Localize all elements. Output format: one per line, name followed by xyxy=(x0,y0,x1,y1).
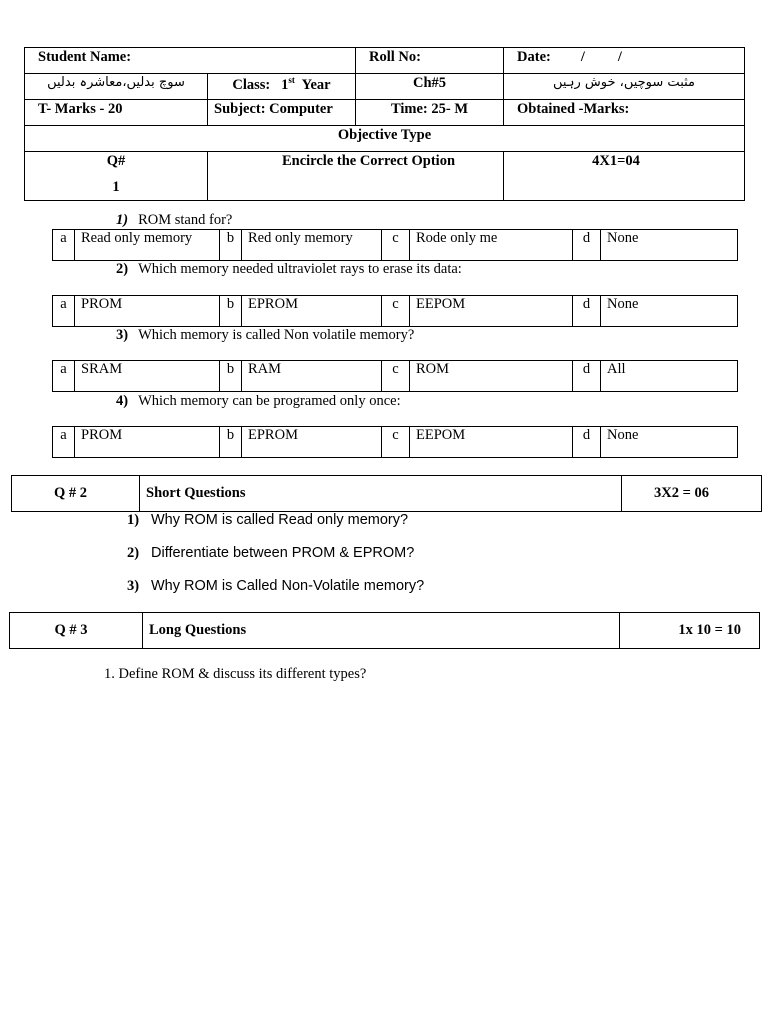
question-number-cell xyxy=(25,152,208,201)
mcq-number: 1) xyxy=(116,212,129,228)
option-letter: d xyxy=(573,296,601,327)
long-questions-header xyxy=(9,612,760,649)
mcq-options-table xyxy=(52,295,738,327)
q3-label: Q # 3 xyxy=(10,613,143,649)
mcq-number: 4) xyxy=(116,393,129,409)
q2-marks: 3X2 = 06 xyxy=(622,476,762,512)
option-letter: d xyxy=(573,230,601,261)
option-text[interactable]: None xyxy=(601,230,738,261)
short-question-item xyxy=(127,512,408,529)
option-text[interactable]: EEPOM xyxy=(410,427,573,458)
mcq-question xyxy=(116,261,462,278)
urdu-slogan-left: سوچ بدلیں،معاشرہ بدلیں xyxy=(25,74,208,100)
mcq-options-table xyxy=(52,360,738,392)
short-question-text: Why ROM is called Read only memory? xyxy=(151,512,409,528)
mcq-number: 2) xyxy=(116,261,129,277)
option-text[interactable]: SRAM xyxy=(75,361,220,392)
mcq-options-table xyxy=(52,426,738,458)
option-letter: c xyxy=(382,296,410,327)
paper-header-table xyxy=(24,47,745,201)
option-text[interactable]: RAM xyxy=(242,361,382,392)
option-text[interactable]: PROM xyxy=(75,296,220,327)
q3-marks: 1x 10 = 10 xyxy=(620,613,760,649)
class-year: Year xyxy=(301,76,331,93)
mcq-number: 3) xyxy=(116,327,129,343)
option-text[interactable]: EEPOM xyxy=(410,296,573,327)
mcq-question xyxy=(116,327,414,344)
chapter-cell: Ch#5 xyxy=(356,74,504,100)
option-letter: a xyxy=(53,296,75,327)
short-question-text: Why ROM is Called Non-Volatile memory? xyxy=(151,578,425,594)
q-hash-label: Q# xyxy=(106,153,126,169)
date-label: Date: xyxy=(517,49,551,65)
option-letter: b xyxy=(220,361,242,392)
instruction-cell: Encircle the Correct Option xyxy=(208,152,504,201)
q-number: 1 xyxy=(112,179,120,195)
urdu-slogan-right: مثبت سوچیں، خوش رہیں xyxy=(504,74,745,100)
total-marks-cell: T- Marks - 20 xyxy=(25,100,208,126)
short-question-item xyxy=(127,578,424,595)
date-separator: / xyxy=(617,49,622,65)
mcq-question xyxy=(116,212,232,229)
class-number: 1 xyxy=(281,76,289,93)
short-question-item xyxy=(127,545,414,562)
option-letter: b xyxy=(220,230,242,261)
class-cell xyxy=(208,74,356,100)
option-text[interactable]: EPROM xyxy=(242,427,382,458)
mcq-text: ROM stand for? xyxy=(138,212,233,228)
option-text[interactable]: ROM xyxy=(410,361,573,392)
option-text[interactable]: None xyxy=(601,296,738,327)
short-question-number: 2) xyxy=(127,545,140,561)
option-text[interactable]: None xyxy=(601,427,738,458)
date-separator: / xyxy=(580,49,585,65)
short-questions-header xyxy=(11,475,762,512)
short-question-text: Differentiate between PROM & EPROM? xyxy=(151,545,415,561)
option-text[interactable]: Read only memory xyxy=(75,230,220,261)
option-text[interactable]: Red only memory xyxy=(242,230,382,261)
roll-no-label: Roll No: xyxy=(369,49,421,65)
class-suffix: st xyxy=(288,75,295,85)
option-letter: b xyxy=(220,427,242,458)
mcq-text: Which memory needed ultraviolet rays to erase its data: xyxy=(138,261,462,277)
mcq-options-table xyxy=(52,229,738,261)
q2-label: Q # 2 xyxy=(12,476,140,512)
short-question-number: 3) xyxy=(127,578,140,594)
option-letter: c xyxy=(382,427,410,458)
date-cell xyxy=(504,48,745,74)
obtained-marks-cell: Obtained -Marks: xyxy=(504,100,745,126)
student-name-cell xyxy=(25,48,356,74)
option-text[interactable]: Rode only me xyxy=(410,230,573,261)
option-letter: c xyxy=(382,230,410,261)
mcq-text: Which memory can be programed only once: xyxy=(138,393,401,409)
long-question-item: 1. Define ROM & discuss its different types? xyxy=(104,666,367,682)
option-text[interactable]: PROM xyxy=(75,427,220,458)
option-letter: a xyxy=(53,427,75,458)
objective-type-heading: Objective Type xyxy=(25,126,745,152)
option-letter: d xyxy=(573,361,601,392)
marks-formula-cell: 4X1=04 xyxy=(504,152,745,201)
option-letter: d xyxy=(573,427,601,458)
subject-cell: Subject: Computer xyxy=(208,100,356,126)
time-cell: Time: 25- M xyxy=(356,100,504,126)
option-text[interactable]: EPROM xyxy=(242,296,382,327)
option-letter: a xyxy=(53,230,75,261)
roll-no-cell xyxy=(356,48,504,74)
student-name-label: Student Name: xyxy=(38,49,132,65)
option-letter: c xyxy=(382,361,410,392)
option-letter: a xyxy=(53,361,75,392)
class-label: Class: xyxy=(232,76,271,93)
short-question-number: 1) xyxy=(127,512,140,528)
mcq-question xyxy=(116,393,401,410)
q2-title: Short Questions xyxy=(140,476,622,512)
mcq-text: Which memory is called Non volatile memory? xyxy=(138,327,415,343)
option-text[interactable]: All xyxy=(601,361,738,392)
q3-title: Long Questions xyxy=(143,613,620,649)
option-letter: b xyxy=(220,296,242,327)
